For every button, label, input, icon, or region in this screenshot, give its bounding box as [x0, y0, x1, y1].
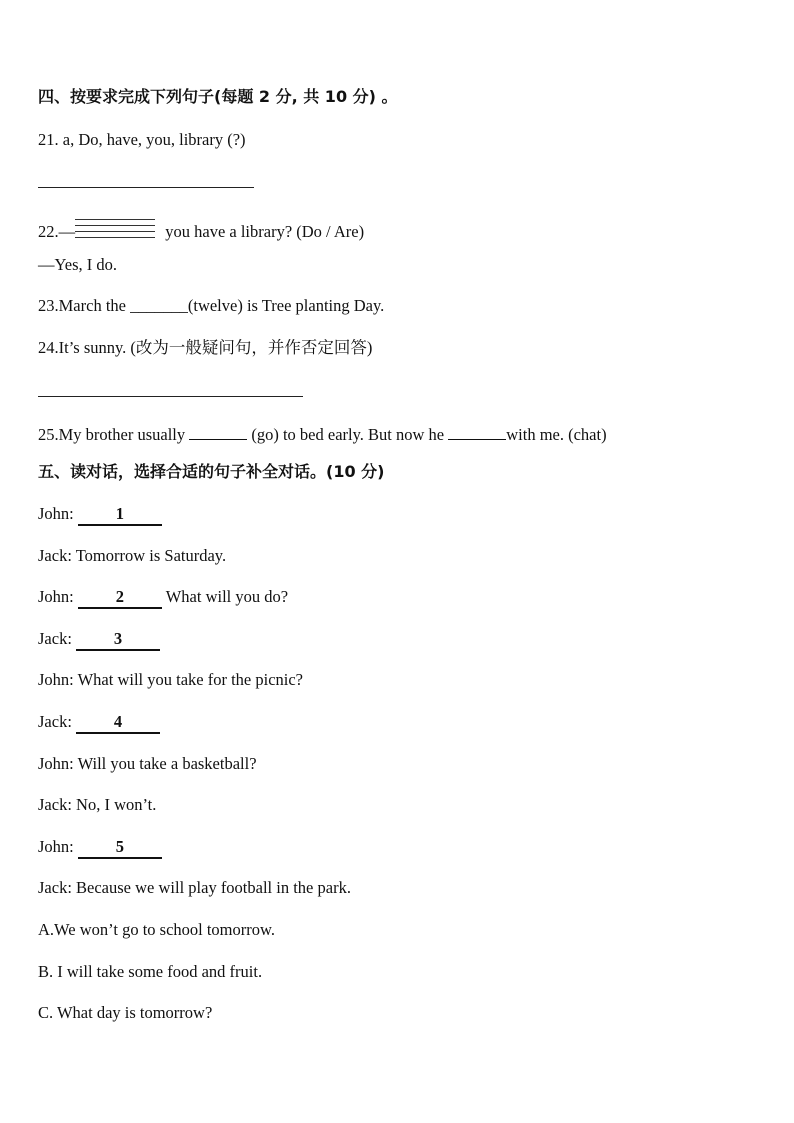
- answer-line-21[interactable]: [38, 187, 254, 188]
- speaker-label: Jack:: [38, 546, 76, 565]
- question-22-text: you have a library? (Do / Are): [161, 222, 365, 241]
- speaker-label: Jack:: [38, 795, 77, 814]
- answer-line-24[interactable]: [38, 396, 303, 397]
- dialogue-line: [38, 629, 160, 651]
- option-item: C. What day is tomorrow?: [38, 1003, 213, 1022]
- option-item: A.We won’t go to school tomorrow.: [38, 920, 275, 939]
- question-22: [38, 217, 364, 243]
- question-25-middle: (go) to bed early. But now he: [251, 425, 449, 444]
- dialogue-line: [38, 878, 351, 898]
- dialogue-blank[interactable]: 3: [76, 629, 160, 651]
- question-22-number: 22.—: [38, 222, 76, 241]
- dialogue-text: Will you take a basketball?: [77, 754, 257, 773]
- speaker-label: John:: [38, 837, 78, 856]
- dialogue-text: No, I won’t.: [76, 795, 157, 814]
- dialogue-text: What will you take for the picnic?: [77, 670, 304, 689]
- answer-lines-22[interactable]: [75, 217, 155, 243]
- dialogue-line: [38, 546, 226, 566]
- speaker-label: John:: [38, 754, 78, 773]
- answer-blank-23[interactable]: _______: [130, 296, 188, 315]
- dialogue-line: [38, 837, 162, 859]
- dialogue-line: [38, 754, 257, 774]
- dialogue-line: [38, 504, 162, 526]
- speaker-label: Jack:: [38, 629, 77, 648]
- dialogue-text: What will you do?: [161, 587, 289, 606]
- dialogue-text: Tomorrow is Saturday.: [75, 546, 227, 565]
- dialogue-line: [38, 712, 160, 734]
- dialogue-blank[interactable]: 5: [78, 837, 162, 859]
- question-22-reply: —Yes, I do.: [38, 255, 118, 274]
- dialogue-line: [38, 670, 303, 690]
- speaker-label: John:: [38, 587, 78, 606]
- dialogue-blank[interactable]: 4: [76, 712, 160, 734]
- question-25-after: with me. (chat): [506, 425, 607, 444]
- question-23-before: 23.March the: [38, 296, 131, 315]
- question-23: [38, 296, 384, 316]
- section-5-heading: 五、读对话，选择合适的句子补全对话。(10 分): [38, 462, 385, 481]
- speaker-label: Jack:: [38, 878, 77, 897]
- answer-blank-25b[interactable]: [448, 421, 506, 440]
- question-21: 21. a, Do, have, you, library (?): [38, 130, 246, 149]
- speaker-label: John:: [38, 670, 78, 689]
- dialogue-line: [38, 795, 156, 815]
- dialogue-text: Because we will play football in the park.: [76, 878, 351, 897]
- speaker-label: Jack:: [38, 712, 77, 731]
- option-item: B. I will take some food and fruit.: [38, 962, 263, 981]
- question-25: [38, 421, 607, 445]
- speaker-label: John:: [38, 504, 78, 523]
- section-4-heading: 四、按要求完成下列句子(每题 2 分, 共 10 分) 。: [38, 87, 398, 106]
- question-25-before: 25.My brother usually: [38, 425, 190, 444]
- question-24: 24.It’s sunny. (改为一般疑问句，并作否定回答): [38, 338, 373, 357]
- dialogue-line: [38, 587, 288, 609]
- question-23-after: (twelve) is Tree planting Day.: [187, 296, 385, 315]
- answer-blank-25a[interactable]: [189, 421, 247, 440]
- dialogue-blank[interactable]: 1: [78, 504, 162, 526]
- dialogue-blank[interactable]: 2: [78, 587, 162, 609]
